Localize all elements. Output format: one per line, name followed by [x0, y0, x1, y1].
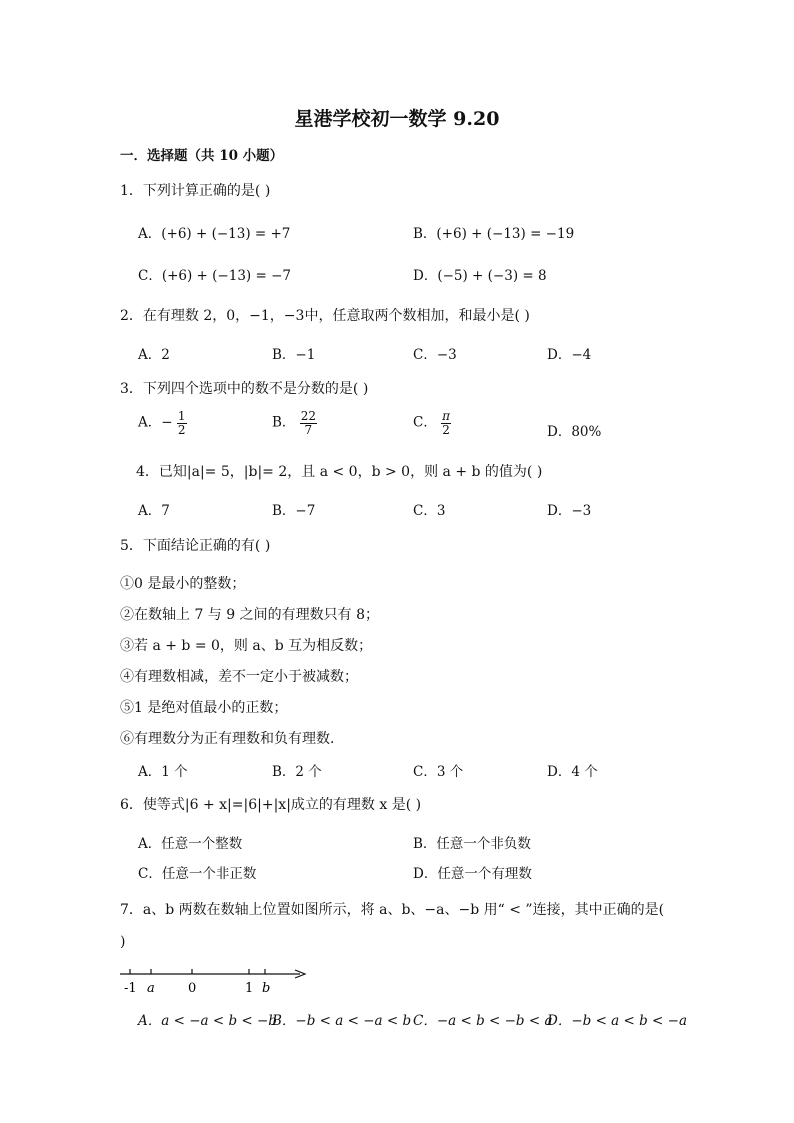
statement-4: ④有理数相减，差不一定小于被减数； — [120, 669, 358, 685]
question-2-option-b: B．−1 — [272, 347, 316, 363]
question-1-option-a: A．(+6) + (−13) = +7 — [138, 226, 291, 242]
option-label: C． — [413, 414, 437, 431]
question-7-option-c: C．−a < b < −b < a — [413, 1013, 553, 1029]
numerator: 1 — [177, 409, 186, 423]
fraction-22-over-7 — [300, 410, 317, 436]
denominator: 2 — [177, 422, 186, 437]
statement-6: ⑥有理数分为正有理数和负有理数． — [120, 731, 344, 747]
question-2-option-a: A．2 — [138, 347, 170, 363]
label-b: b — [262, 981, 271, 996]
question-6-option-c: C．任意一个非正数 — [138, 866, 257, 882]
label-1: 1 — [245, 981, 254, 996]
question-7-option-a: A．a < −a < b < −b — [138, 1013, 277, 1029]
denominator: 2 — [442, 422, 450, 437]
question-5-stem: 5．下面结论正确的有( ) — [120, 538, 271, 554]
question-5-option-d: D．4 个 — [547, 764, 598, 780]
question-6-stem: 6．使等式|6 + x|=|6|+|x|成立的有理数 x 是( ) — [120, 797, 422, 813]
label-a: a — [147, 981, 155, 996]
question-3-option-c — [413, 410, 451, 436]
question-1-option-d: D．(−5) + (−3) = 8 — [413, 268, 547, 284]
question-4-option-c: C．3 — [413, 503, 446, 519]
option-label: B． — [272, 414, 296, 431]
statement-3: ③若 a + b = 0，则 a、b 互为相反数； — [120, 638, 373, 654]
statement-1: ①0 是最小的整数； — [120, 576, 246, 592]
question-5-option-a: A．1 个 — [138, 764, 188, 780]
question-7-stem: 7．a、b 两数在数轴上位置如图所示，将 a、b、−a、−b 用“ < ”连接，其中正确的是( — [120, 902, 665, 918]
question-2-option-c: C．−3 — [413, 347, 457, 363]
number-line — [115, 962, 315, 998]
denominator: 7 — [304, 422, 313, 437]
question-4-option-b: B．−7 — [272, 503, 316, 519]
minus-sign: − — [161, 414, 173, 431]
question-7-option-b: B．−b < a < −a < b — [272, 1013, 412, 1029]
question-4-stem: 4．已知|a|= 5，|b|= 2，且 a < 0，b > 0，则 a + b 的值为( ) — [136, 464, 543, 480]
question-3-option-d: D．80% — [547, 424, 602, 440]
question-1-option-b: B．(+6) + (−13) = −19 — [413, 226, 575, 242]
question-4-option-a: A．7 — [138, 503, 170, 519]
label-minus-1: -1 — [124, 981, 137, 996]
label-0: 0 — [188, 981, 197, 996]
statement-2: ②在数轴上 7 与 9 之间的有理数只有 8； — [120, 607, 379, 623]
question-5-option-c: C．3 个 — [413, 764, 464, 780]
question-1-stem: 1．下列计算正确的是( ) — [120, 183, 271, 199]
question-5-option-b: B．2 个 — [272, 764, 322, 780]
question-3-option-a — [138, 410, 187, 436]
numerator: π — [442, 409, 451, 423]
statement-5: ⑤1 是绝对值最小的正数； — [120, 700, 288, 716]
fraction-pi-over-2 — [441, 410, 451, 436]
question-1-option-c: C．(+6) + (−13) = −7 — [138, 268, 291, 284]
option-label: A． — [138, 414, 162, 431]
question-7-stem-end: ) — [120, 934, 126, 950]
section-heading: 一．选择题（共 10 小题） — [120, 148, 284, 164]
question-6-option-b: B．任意一个非负数 — [413, 836, 531, 852]
numerator: 22 — [300, 409, 316, 423]
question-3-option-b — [272, 410, 317, 436]
question-3-stem: 3．下列四个选项中的数不是分数的是( ) — [120, 381, 369, 397]
question-4-option-d: D．−3 — [547, 503, 592, 519]
question-7-option-d: D．−b < a < b < −a — [547, 1013, 688, 1029]
question-2-stem: 2．在有理数 2，0，−1，−3中，任意取两个数相加，和最小是( ) — [120, 308, 530, 324]
page-title: 星港学校初一数学 9.20 — [294, 108, 500, 130]
fraction-one-half — [177, 410, 187, 436]
question-2-option-d: D．−4 — [547, 347, 592, 363]
question-6-option-a: A．任意一个整数 — [138, 836, 243, 852]
question-6-option-d: D．任意一个有理数 — [413, 866, 532, 882]
